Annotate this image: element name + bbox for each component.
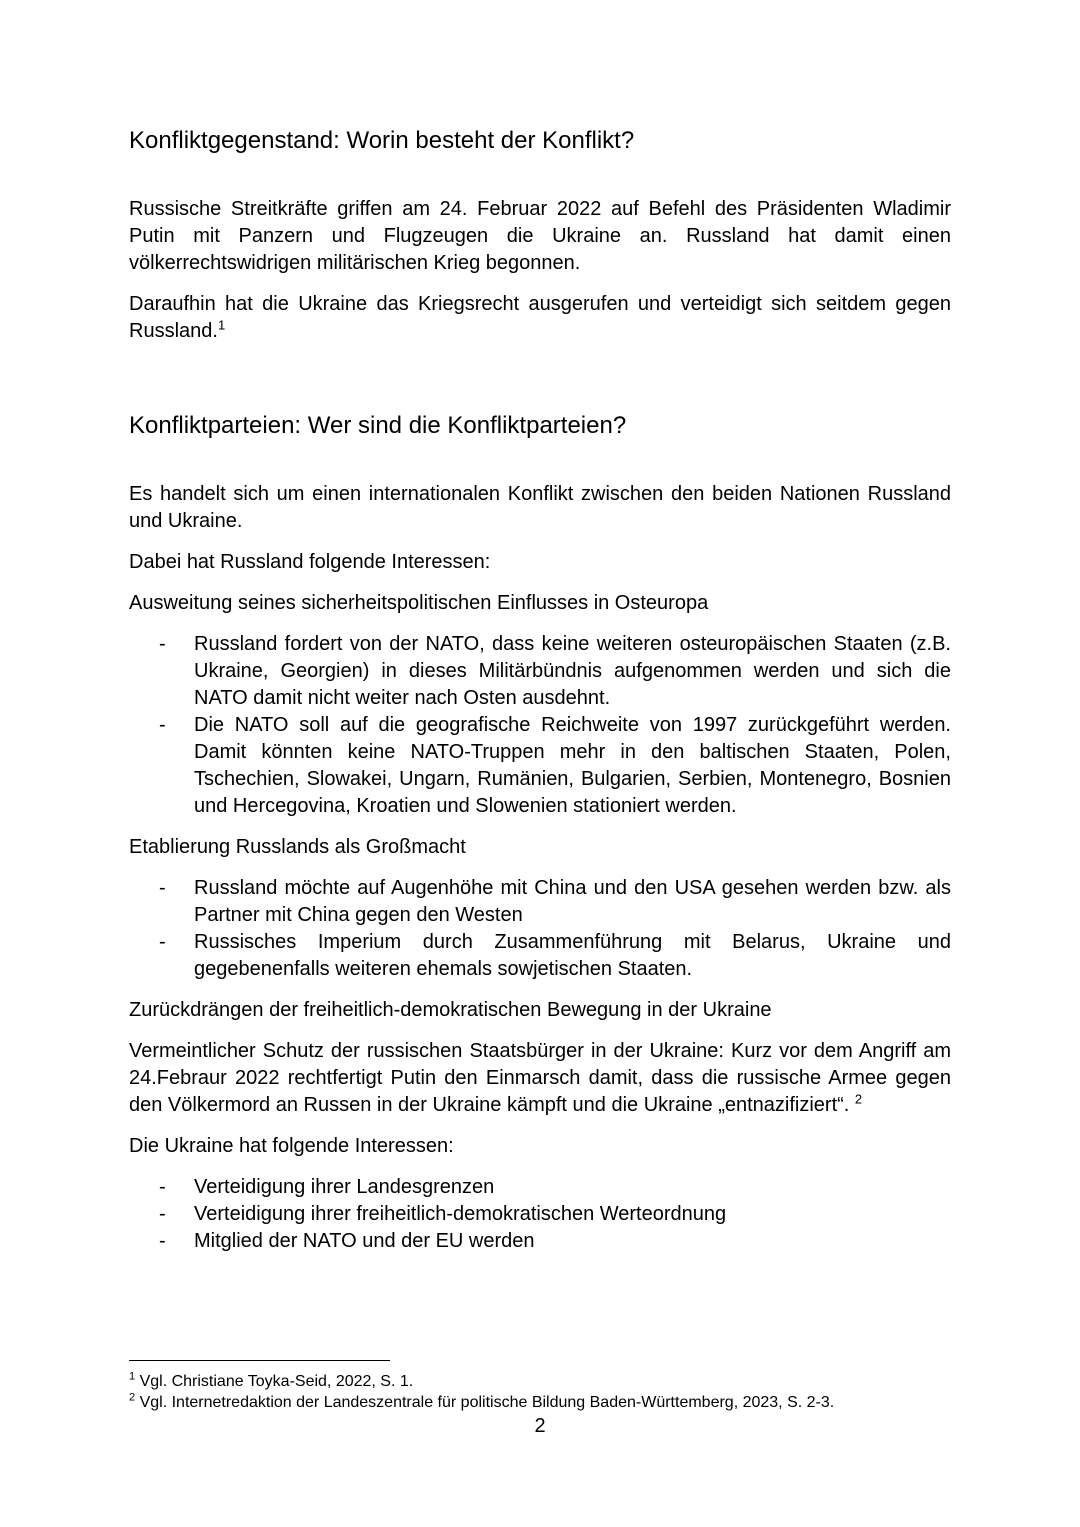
list-item-text: Mitglied der NATO und der EU werden	[194, 1230, 535, 1252]
footnote-number: 2	[129, 1391, 136, 1404]
footnote-ref-2: 2	[854, 1091, 863, 1107]
interest-title-great-power: Etablierung Russlands als Großmacht	[129, 836, 466, 858]
list-great-power	[129, 875, 951, 983]
footnote-2	[129, 1392, 959, 1413]
footnote-1	[129, 1371, 959, 1392]
dash-marker: -	[159, 931, 166, 953]
dash-marker: -	[159, 633, 166, 655]
interest-title-influence: Ausweitung seines sicherheitspolitischen Einflusses in Osteuropa	[129, 592, 709, 614]
list-item-text: Verteidigung ihrer freiheitlich-demokratischen Werteordnung	[194, 1203, 727, 1225]
russia-interests-intro: Dabei hat Russland folgende Interessen:	[129, 551, 491, 573]
list-item	[159, 1228, 951, 1255]
page-number: 2	[534, 1415, 546, 1437]
footnote-text: Vgl. Christiane Toyka-Seid, 2022, S. 1.	[139, 1373, 414, 1390]
list-item-text: Verteidigung ihrer Landesgrenzen	[194, 1176, 495, 1198]
paragraph-protection-claim	[129, 1038, 951, 1119]
list-item	[159, 1174, 951, 1201]
list-item	[159, 1201, 951, 1228]
dash-marker: -	[159, 1203, 166, 1225]
list-item	[159, 712, 951, 820]
section-heading-konfliktgegenstand: Konfliktgegenstand: Worin besteht der Konflikt?	[129, 127, 635, 154]
footnote-number: 1	[129, 1370, 136, 1383]
interest-title-democracy: Zurückdrängen der freiheitlich-demokratischen Bewegung in der Ukraine	[129, 999, 772, 1021]
list-item-text: Russisches Imperium durch Zusammenführung mit Belarus, Ukraine und gegebenenfalls weiteren ehemals sowjetischen Staaten.	[194, 931, 951, 980]
footnote-ref-1: 1	[217, 317, 226, 333]
paragraph-martial-law	[129, 291, 951, 345]
footnotes	[129, 1360, 959, 1413]
list-item-text: Russland möchte auf Augenhöhe mit China und den USA gesehen werden bzw. als Partner mit China gegen den Westen	[194, 877, 951, 926]
paragraph-protection-claim-text: Vermeintlicher Schutz der russischen Staatsbürger in der Ukraine: Kurz vor dem Angriff am 24.Febraur 2022 rechtfertigt Putin den Einmarsch damit, dass die russische Armee gegen den Völkermord an Russen in der Ukraine kämpft und die Ukraine „entnazifiziert“.	[129, 1040, 951, 1116]
paragraph-martial-law-text: Daraufhin hat die Ukraine das Kriegsrecht ausgerufen und verteidigt sich seitdem gegen Russland.	[129, 293, 951, 342]
paragraph-attack	[129, 196, 951, 277]
section-heading-konfliktparteien: Konfliktparteien: Wer sind die Konfliktparteien?	[129, 412, 627, 439]
list-ukraine-interests	[129, 1174, 951, 1255]
list-item	[159, 875, 951, 929]
list-influence	[129, 631, 951, 820]
ukraine-interests-intro: Die Ukraine hat folgende Interessen:	[129, 1135, 454, 1157]
footnote-divider	[129, 1360, 390, 1361]
list-item	[159, 929, 951, 983]
list-item-text: Russland fordert von der NATO, dass keine weiteren osteuropäischen Staaten (z.B. Ukraine, Georgien) in dieses Militärbündnis aufgenommen werden und sich die NATO damit nicht weiter nach Osten ausdehnt.	[194, 633, 951, 709]
list-item	[159, 631, 951, 712]
paragraph-attack-text: Russische Streitkräfte griffen am 24. Februar 2022 auf Befehl des Präsidenten Wladimir Putin mit Panzern und Flugzeugen die Ukraine an. Russland hat damit einen völkerrechtswidrigen militärischen Krieg begonnen.	[129, 198, 951, 274]
list-item-text: Die NATO soll auf die geografische Reichweite von 1997 zurückgeführt werden. Damit könnten keine NATO-Truppen mehr in den baltischen Staaten, Polen, Tschechien, Slowakei, Ungarn, Rumänien, Bulgarien, Serbien, Montenegro, Bosnien und Hercegovina, Kroatien und Slowenien stationiert werden.	[194, 714, 951, 817]
paragraph-international-conflict: Es handelt sich um einen internationalen Konflikt zwischen den beiden Nationen Russland und Ukraine.	[129, 483, 951, 532]
footnote-text: Vgl. Internetredaktion der Landeszentrale für politische Bildung Baden-Württemberg, 2023, S. 2-3.	[139, 1394, 835, 1411]
dash-marker: -	[159, 714, 166, 736]
dash-marker: -	[159, 877, 166, 899]
dash-marker: -	[159, 1176, 166, 1198]
dash-marker: -	[159, 1230, 166, 1252]
